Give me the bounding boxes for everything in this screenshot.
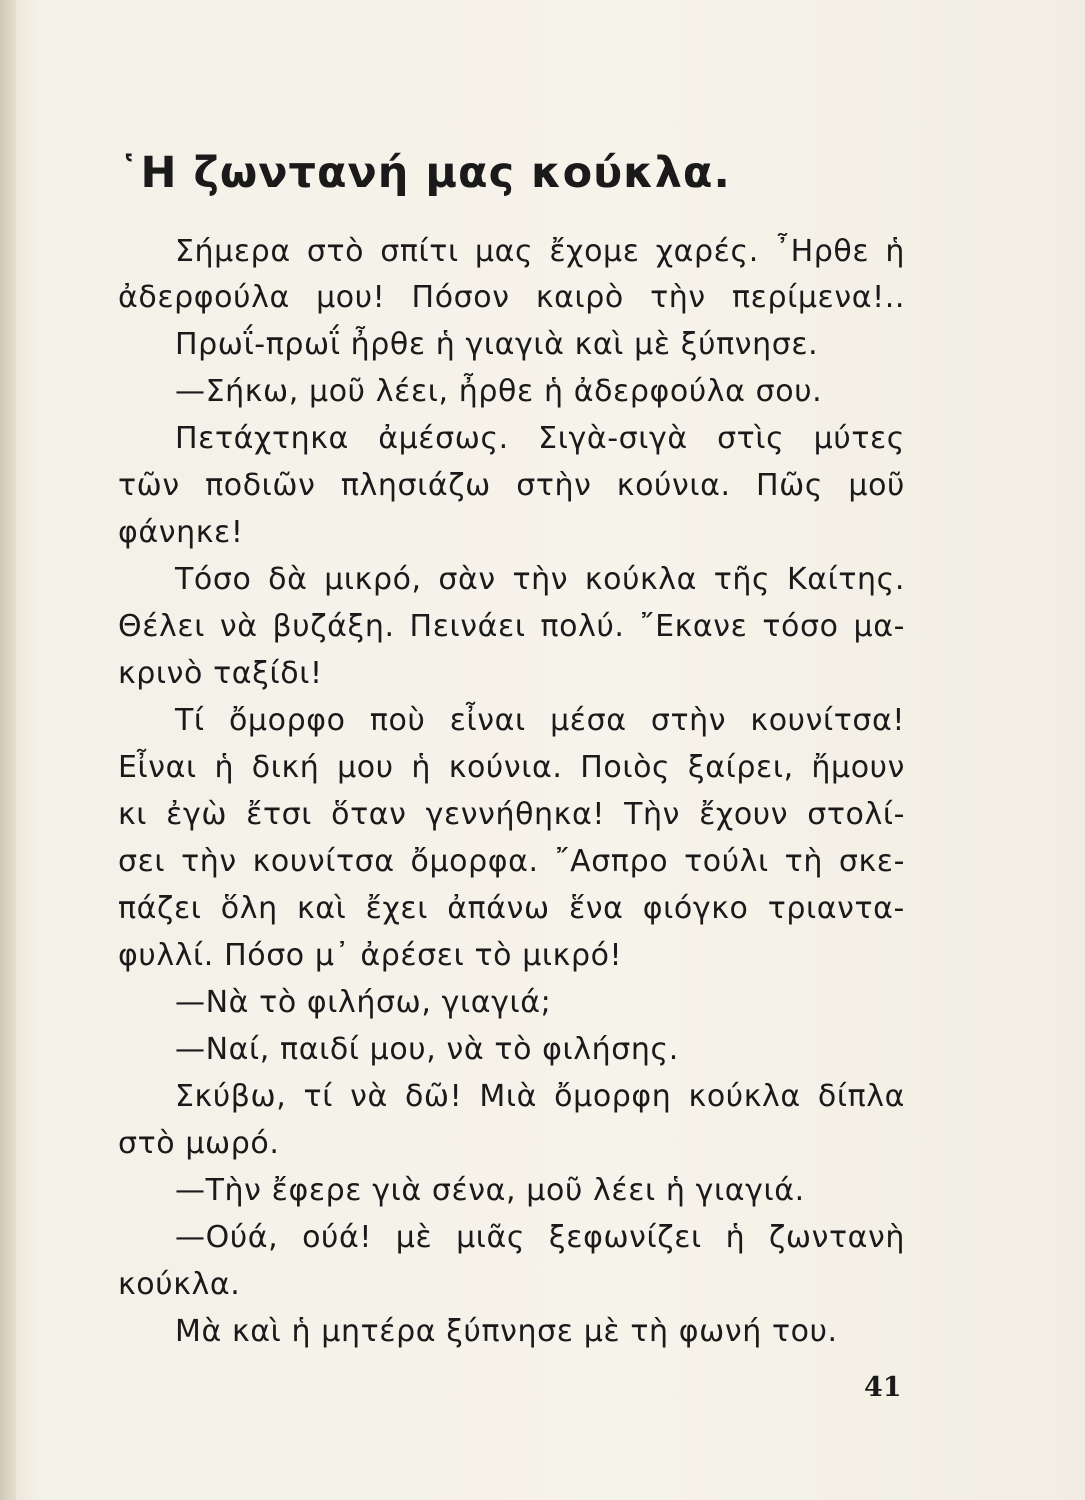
text-line: Τί ὄμορφο ποὺ εἶναι μέσα στὴν κουνίτσα! bbox=[175, 703, 905, 738]
text-line: —Νὰ τὸ φιλήσω, γιαγιά; bbox=[175, 985, 552, 1020]
text-line: —Ναί, παιδί μου, νὰ τὸ φιλήσης. bbox=[175, 1032, 679, 1067]
text-line: Πρωΐ-πρωΐ ἦρθε ἡ γιαγιὰ καὶ μὲ ξύπνησε. bbox=[175, 327, 819, 362]
text-line: στὸ μωρό. bbox=[118, 1126, 280, 1161]
text-line: —Τὴν ἔφερε γιὰ σένα, μοῦ λέει ἡ γιαγιά. bbox=[175, 1173, 805, 1208]
text-line: Πετάχτηκα ἀμέσως. Σιγὰ-σιγὰ στὶς μύτες bbox=[175, 421, 905, 456]
text-line: κι ἐγὼ ἔτσι ὅταν γεννήθηκα! Τὴν ἔχουν στολί- bbox=[118, 797, 905, 832]
text-line: τῶν ποδιῶν πλησιάζω στὴν κούνια. Πῶς μοῦ bbox=[118, 468, 905, 503]
text-line: Θέλει νὰ βυζάξη. Πεινάει πολύ. ῎Εκανε τόσο μα- bbox=[118, 609, 905, 644]
text-line: φάνηκε! bbox=[118, 515, 244, 550]
text-line: Εἶναι ἡ δική μου ἡ κούνια. Ποιὸς ξαίρει, ἤμουν bbox=[118, 750, 905, 785]
page-spine-shadow bbox=[0, 0, 16, 1500]
text-line: κούκλα. bbox=[118, 1267, 241, 1302]
text-line: —Σήκω, μοῦ λέει, ἦρθε ἡ ἀδερφούλα σου. bbox=[175, 374, 823, 409]
text-line: πάζει ὅλη καὶ ἔχει ἀπάνω ἕνα φιόγκο τριαντα- bbox=[118, 891, 905, 926]
text-line: κρινὸ ταξίδι! bbox=[118, 656, 323, 691]
text-line: ἀδερφούλα μου! Πόσον καιρὸ τὴν περίμενα!.. bbox=[118, 280, 905, 315]
text-line: φυλλί. Πόσο μ᾽ ἀρέσει τὸ μικρό! bbox=[118, 938, 623, 973]
chapter-title: ῾Η ζωντανή μας κούκλα. bbox=[118, 148, 731, 198]
page-number: 41 bbox=[864, 1372, 902, 1403]
text-line: Σκύβω, τί νὰ δῶ! Μιὰ ὄμορφη κούκλα δίπλα bbox=[175, 1079, 905, 1114]
text-line: σει τὴν κουνίτσα ὄμορφα. ῎Ασπρο τούλι τὴ σκε- bbox=[118, 844, 905, 879]
text-line: Μὰ καὶ ἡ μητέρα ξύπνησε μὲ τὴ φωνή του. bbox=[175, 1314, 838, 1349]
text-line: Σήμερα στὸ σπίτι μας ἔχομε χαρές. ῏Ηρθε ἡ bbox=[175, 234, 905, 269]
text-line: Τόσο δὰ μικρό, σὰν τὴν κούκλα τῆς Καίτης. bbox=[175, 562, 905, 597]
text-line: —Ούά, ούά! μὲ μιᾶς ξεφωνίζει ἡ ζωντανὴ bbox=[175, 1220, 905, 1255]
